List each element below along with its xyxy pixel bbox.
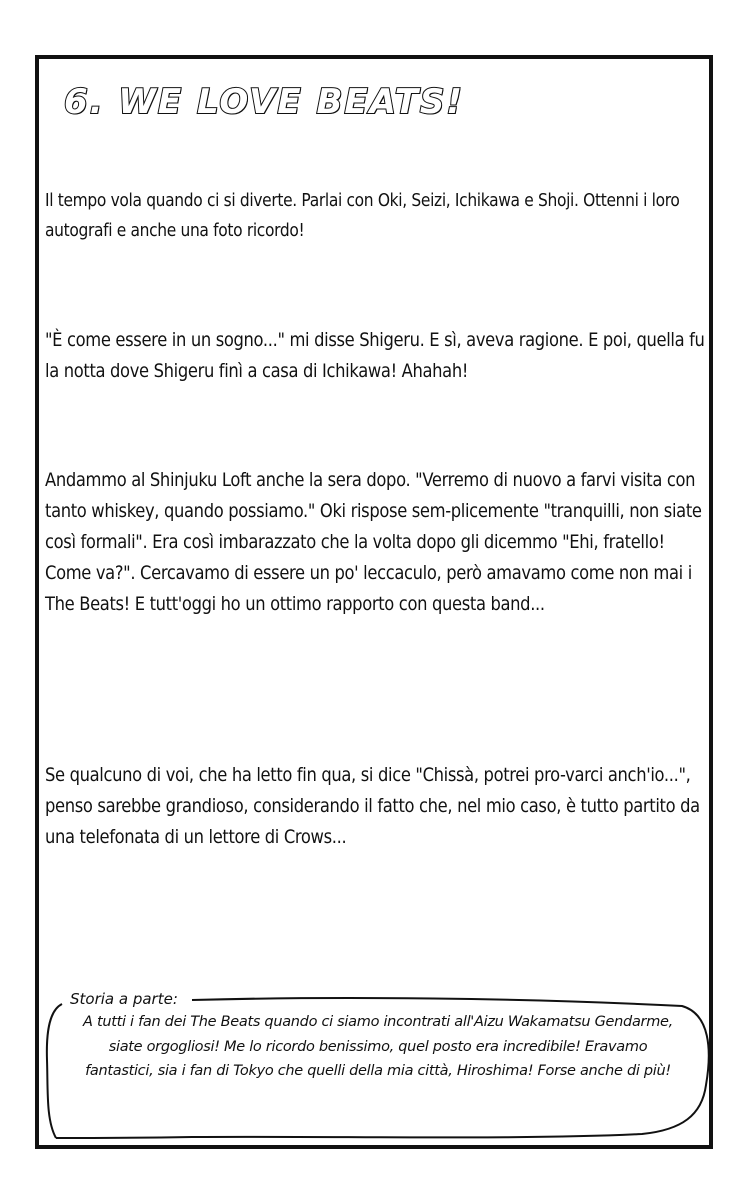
side-story-text: A tutti i fan dei The Beats quando ci siamo incontrati all'Aizu Wakamatsu Gendarme, siate orgogliosi! Me lo ricordo benissimo, quel posto era incredibile! Eravamo fantastici, sia i fan di Tokyo che quelli della mia città, Hiroshima! Forse anche di più! bbox=[83, 1014, 673, 1079]
paragraph-2: "È come essere in un sogno..." mi disse Shigeru. E sì, aveva ragione. E poi, quella fu la notta dove Shigeru finì a casa di Ichikawa! Ahahah! bbox=[45, 329, 705, 382]
paragraph-3: Andammo al Shinjuku Loft anche la sera dopo. "Verremo di nuovo a farvi visita con tanto whiskey, quando possiamo." Oki rispose sem-plicemente "tranquilli, non siate così formali". Era così imbarazzato che la volta dopo gli dicemmo "Ehi, fratello! Come va?". Cercavamo di essere un po' leccaculo, però amavamo come non mai i The Beats! E tutt'oggi ho un ottimo rapporto con questa band... bbox=[45, 469, 702, 615]
paragraph-1: Il tempo vola quando ci si diverte. Parlai con Oki, Seizi, Ichikawa e Shoji. Ottenni i loro autografi e anche una foto ricordo! bbox=[45, 190, 680, 241]
paragraph-4: Se qualcuno di voi, che ha letto fin qua, si dice "Chissà, potrei pro-varci anch'io...", penso sarebbe grandioso, considerando il fatto che, nel mio caso, è tutto partito da una telefonata di un lettore di Crows... bbox=[45, 764, 700, 848]
side-story-label: Storia a parte: bbox=[66, 990, 182, 1008]
side-story-box bbox=[42, 990, 712, 1140]
chapter-title: 6. WE LOVE BEATS! bbox=[64, 82, 464, 122]
